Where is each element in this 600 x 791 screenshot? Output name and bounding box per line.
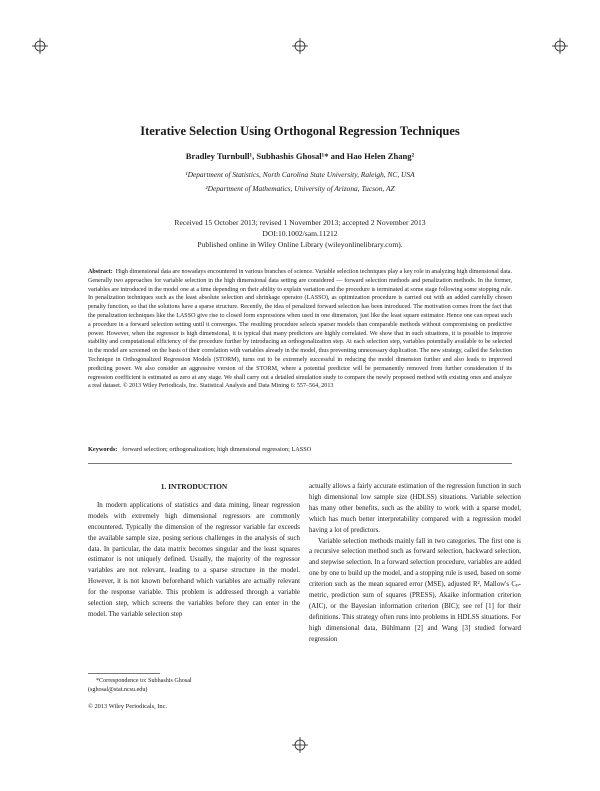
- correspondence-line: *Correspondence to: Subhashis Ghosal: [96, 678, 192, 684]
- registration-mark-bottom-center-icon: [292, 737, 308, 753]
- registration-mark-top-left-icon: [32, 38, 48, 54]
- published-online: Published online in Wiley Online Library (wileyonlinelibrary.com).: [197, 240, 403, 249]
- affiliation-2: ²Department of Mathematics, University of Arizona, Tucson, AZ: [205, 184, 395, 193]
- left-column: [88, 482, 300, 621]
- publication-history: [0, 217, 600, 250]
- intro-paragraph-continued: actually allows a fairly accurate estimation of the regression function in such high dimensional low sample size (HDLSS) situations. Variable selection has many other benefits, such as the ability to work with a sparse model, which has much better interpretability compared with a regression model having a lot of predictors.: [309, 483, 521, 534]
- right-column: [309, 482, 521, 646]
- correspondence-footnote: [88, 677, 296, 695]
- intro-paragraph-2: Variable selection methods mainly fall in two categories. The first one is a recursive selection method such as forward selection, backward selection, and stepwise selection. In a forward selection procedure, variables are added one by one to build up the model, and a stopping rule is used, based on some criterion such as the mean squared error (MSE), adjusted R², Mallow's Cₚ-metric, prediction sum of squares (PRESS), Akaike information criterion (AIC), or the Bayesian information criterion (BIC); see ref [1] for their definitions. This strategy often runs into problems in HDLSS situations. For high dimensional data, Bühlmann [2] and Wang [3] studied forward regression: [309, 537, 521, 643]
- paper-title: Iterative Selection Using Orthogonal Regression Techniques: [140, 124, 460, 138]
- received-dates: Received 15 October 2013; revised 1 November 2013; accepted 2 November 2013: [174, 218, 426, 227]
- section-divider: [88, 463, 512, 464]
- keywords-text: forward selection; orthogonalization; high dimensional regression; LASSO: [122, 446, 312, 453]
- section-heading: 1. INTRODUCTION: [160, 482, 228, 491]
- keywords-label: Keywords:: [88, 446, 118, 453]
- footnote-divider: [88, 673, 160, 674]
- abstract-label: Abstract:: [88, 269, 113, 275]
- correspondence-email: (sghosal@stat.ncsu.edu): [88, 687, 148, 693]
- copyright-notice: © 2013 Wiley Periodicals, Inc.: [88, 703, 168, 710]
- intro-paragraph-1: In modern applications of statistics and data mining, linear regression models with extremely high dimensional regressors are commonly encountered. Typically the dimension of the regressor variable far exceeds the available sample size, posing serious challenges in the analysis of such data. In particular, the data matrix becomes singular and the least squares estimator is not uniquely defined. Usually, the majority of the regressor variables are not relevant, leading to a sparse structure in the model. However, it is not known beforehand which variables are actually relevant for the response variable. This problem is addressed through a variable selection step, which screens the variables before they can enter in the model. The variable selection step: [88, 501, 300, 618]
- affiliation-1: ¹Department of Statistics, North Carolina State University, Raleigh, NC, USA: [185, 170, 415, 179]
- abstract: [88, 268, 512, 391]
- keywords: [88, 446, 512, 453]
- registration-mark-top-center-icon: [292, 38, 308, 54]
- author-list: Bradley Turnbull¹, Subhashis Ghosal¹* and Hao Helen Zhang²: [185, 151, 415, 161]
- doi: DOI:10.1002/sam.11212: [262, 229, 338, 238]
- registration-mark-top-right-icon: [552, 38, 568, 54]
- abstract-text: High dimensional data are nowadays encountered in various branches of science. Variable selection techniques play a key role in analyzing high dimensional data. Generally two approaches for variable selection in the high dimensional data setting are considered — forward selection methods and penalization methods. In the former, variables are introduced in the model one at a time depending on their ability to explain variation and the procedure is terminated at some stage following some stopping rule. In penalization techniques such as the least absolute selection and shrinkage operator (LASSO), as optimization procedure is carried out with an added carefully chosen penalty function, so that the solutions have a sparse structure. Recently, the idea of penalized forward selection has been introduced. The motivation comes from the fact that the penalization techniques like the LASSO give rise to closed form expressions when used in one dimension, just like the least square estimator. Hence one can repeat such a procedure in a forward selection setting until it converges. The resulting procedure selects sparser models than comparable methods without compromising on predictive power. However, when the regressor is high dimensional, it is typical that many predictors are highly correlated. We show that in such situations, it is possible to improve stability and computational efficiency of the procedure further by introducing an orthogonalization step. At each selection step, variables potentially available to be selected in the model are screened on the basis of their correlation with variables already in the model, thus preventing unnecessary duplication. The new strategy, called the Selection Technique in Orthogonalized Regression Models (STORM), turns out to be extremely successful in reducing the model dimension further and also leads to improved predicting power. We also consider an aggressive version of the STORM, where a potential predictor will be permanently removed from further consideration if its regression coefficient is estimated as zero at any stage. We shall carry out a detailed simulation study to compare the newly proposed method with existing ones and analyze a real dataset. © 2013 Wiley Periodicals, Inc. Statistical Analysis and Data Mining 6: 557–564, 2013: [88, 269, 513, 390]
